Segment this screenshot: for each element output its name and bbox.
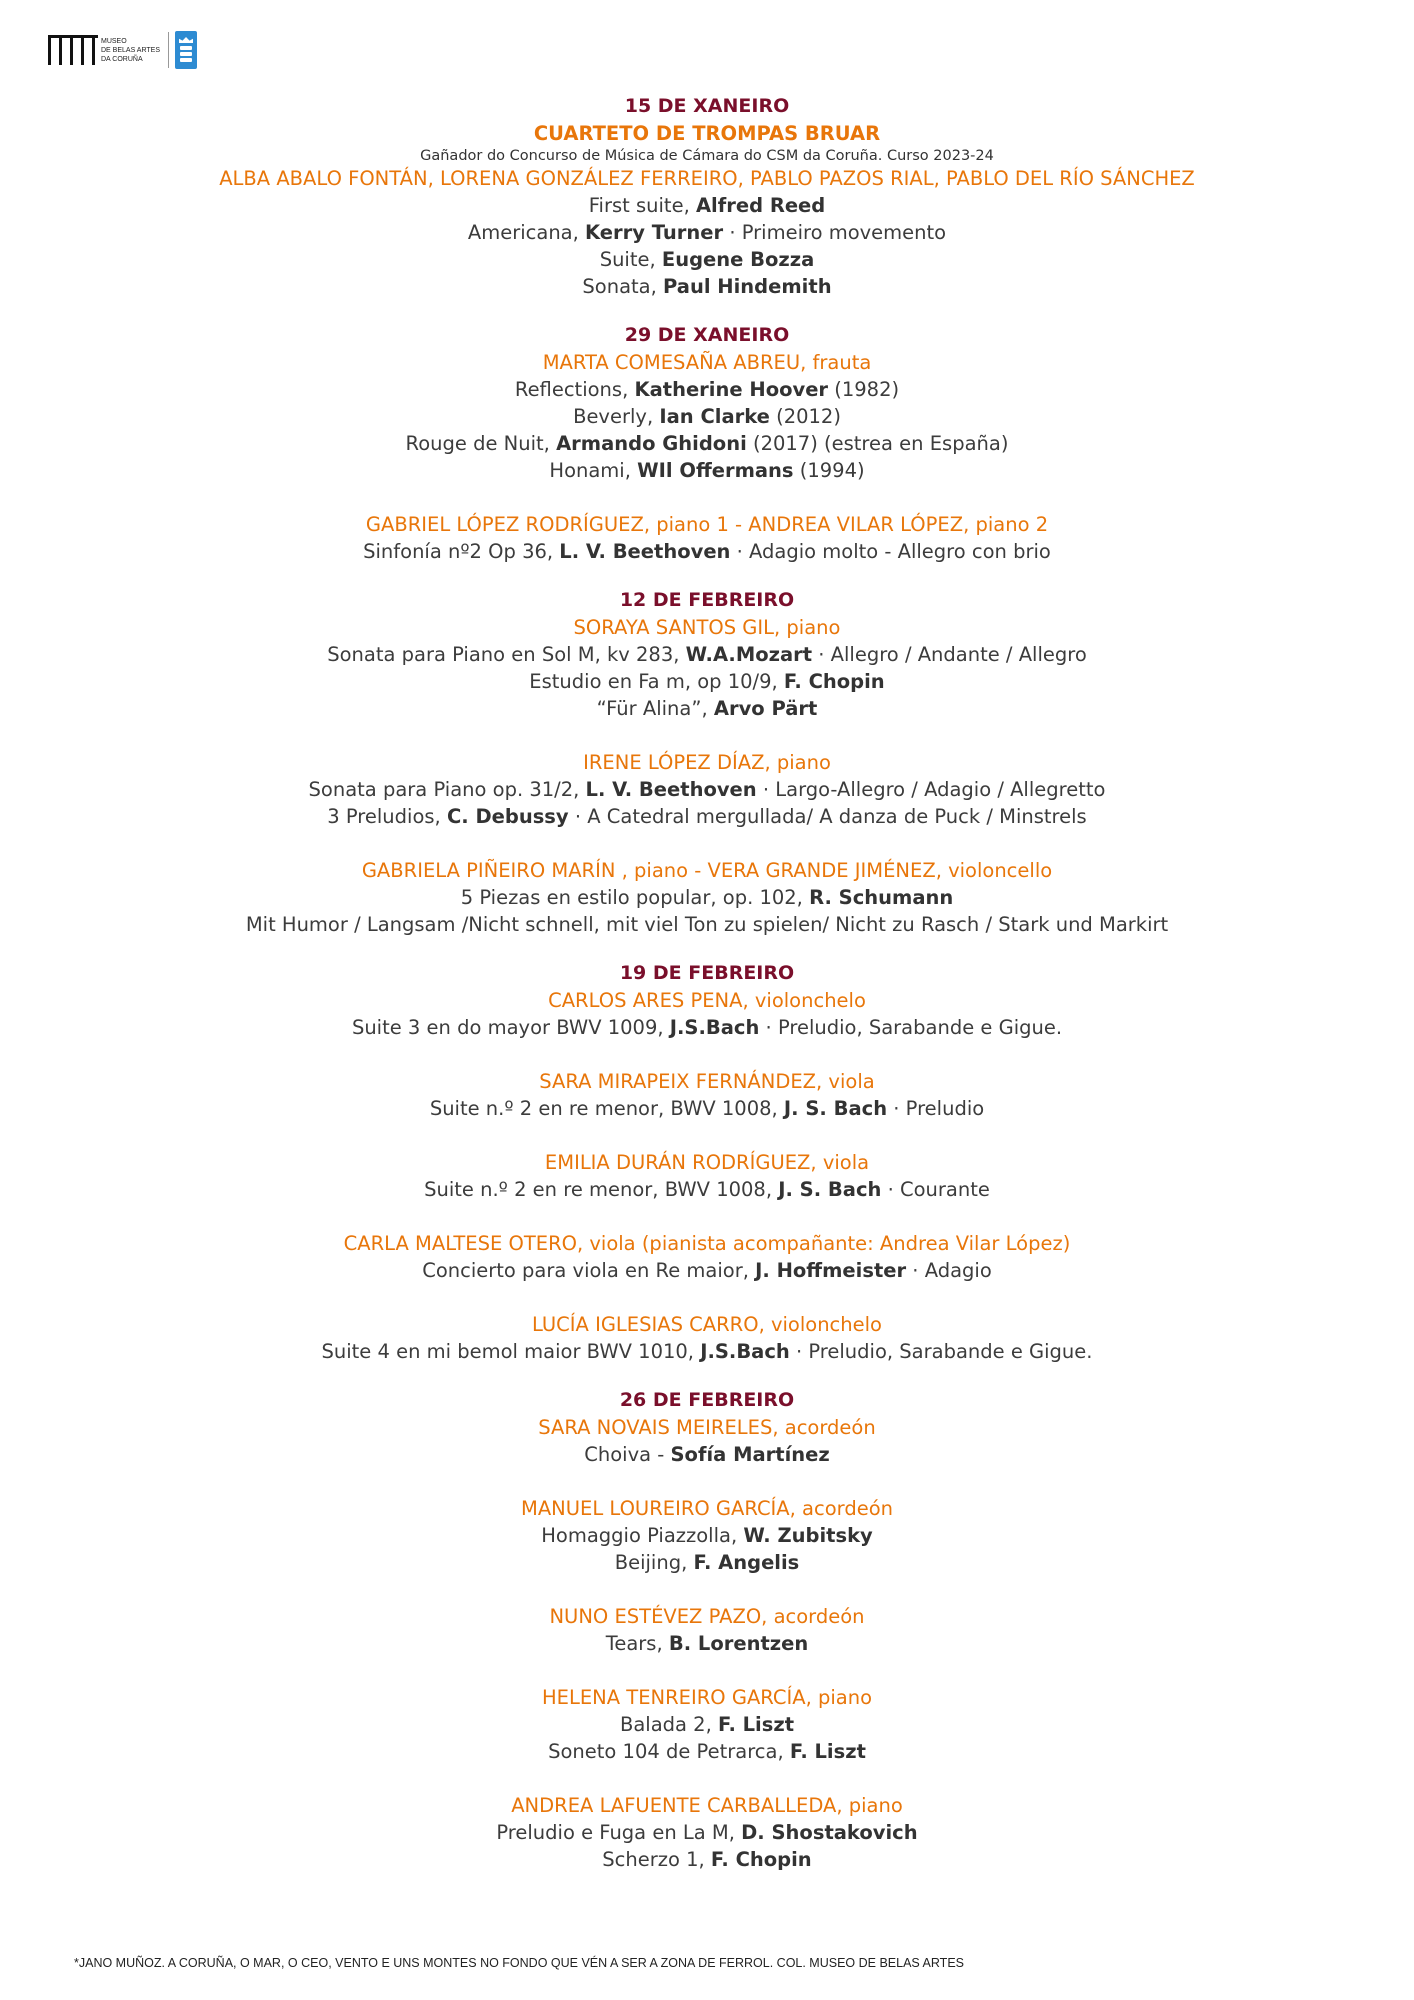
work-title: · Primeiro movemento: [723, 221, 947, 244]
work-line: [0, 1257, 1414, 1284]
composer: J. S. Bach: [783, 1097, 888, 1120]
galicia-shield-icon: [175, 31, 197, 69]
work-line: [0, 219, 1414, 246]
logo-text: [101, 37, 160, 64]
work-line: [0, 1522, 1414, 1549]
logo-line-3: DA CORUÑA: [101, 55, 143, 63]
concert-program: [0, 93, 1414, 1873]
work-title: (2012): [769, 405, 841, 428]
composer: F. Chopin: [783, 670, 885, 693]
work-title: (1982): [828, 378, 900, 401]
work-title: · Preludio, Sarabande e Gigue.: [789, 1340, 1093, 1363]
work-line: [0, 538, 1414, 565]
composer: F. Angelis: [693, 1551, 800, 1574]
work-line: [0, 192, 1414, 219]
composer: F. Chopin: [710, 1848, 812, 1871]
work-title: · Largo-Allegro / Adagio / Allegretto: [756, 778, 1106, 801]
work-title: Beverly,: [573, 405, 660, 428]
work-title: Estudio en Fa m, op 10/9,: [529, 670, 784, 693]
composer: L. V. Beethoven: [585, 778, 757, 801]
work-title: “Für Alina”,: [596, 697, 714, 720]
work-title: Americana,: [467, 221, 586, 244]
work-line: [0, 430, 1414, 457]
work-title: Suite 4 en mi bemol maior BWV 1010,: [321, 1340, 701, 1363]
work-title: Balada 2,: [619, 1713, 718, 1736]
work-title: · Adagio molto - Allegro con brio: [730, 540, 1051, 563]
composer: Kerry Turner: [585, 221, 724, 244]
work-title: · A Catedral mergullada/ A danza de Puck / Minstrels: [568, 805, 1087, 828]
performer-line: LUCÍA IGLESIAS CARRO, violonchelo: [532, 1313, 882, 1336]
composer: WIl Offermans: [637, 459, 794, 482]
composer: J. S. Bach: [778, 1178, 882, 1201]
work-line: [0, 457, 1414, 484]
museum-logo: [48, 30, 197, 70]
work-line: [0, 1441, 1414, 1468]
work-title: 3 Preludios,: [327, 805, 447, 828]
date-heading: 26 DE FEBREIRO: [619, 1389, 795, 1411]
work-line: [0, 884, 1414, 911]
work-title: Suite n.º 2 en re menor, BWV 1008,: [424, 1178, 779, 1201]
work-title: Mit Humor / Langsam /Nicht schnell, mit viel Ton zu spielen/ Nicht zu Rasch / Stark und Markirt: [245, 913, 1169, 936]
work-line: [0, 1819, 1414, 1846]
logo-divider: [168, 32, 169, 68]
work-line: [0, 1738, 1414, 1765]
date-heading: 19 DE FEBREIRO: [619, 962, 795, 984]
work-line: [0, 668, 1414, 695]
composer: Ian Clarke: [659, 405, 770, 428]
work-title: Suite 3 en do mayor BWV 1009,: [351, 1016, 670, 1039]
performer-line: GABRIELA PIÑEIRO MARÍN , piano - VERA GRANDE JIMÉNEZ, violoncello: [361, 859, 1053, 882]
composer: J.S.Bach: [700, 1340, 790, 1363]
composer: J.S.Bach: [669, 1016, 760, 1039]
award-note: Gañador do Concurso de Música de Cámara do CSM da Coruña. Curso 2023-24: [420, 148, 994, 164]
performer-line: ALBA ABALO FONTÁN, LORENA GONZÁLEZ FERREIRO, PABLO PAZOS RIAL, PABLO DEL RÍO SÁNCHEZ: [219, 167, 1195, 190]
work-line: [0, 1630, 1414, 1657]
work-title: · Adagio: [906, 1259, 992, 1282]
date-heading: 29 DE XANEIRO: [624, 324, 790, 346]
columns-icon: [48, 35, 95, 65]
work-line: [0, 911, 1414, 938]
date-heading: 12 DE FEBREIRO: [619, 589, 795, 611]
work-line: [0, 1176, 1414, 1203]
composer: Armando Ghidoni: [556, 432, 747, 455]
work-line: [0, 376, 1414, 403]
performer-line: HELENA TENREIRO GARCÍA, piano: [542, 1686, 872, 1709]
performer-line: CARLA MALTESE OTERO, viola (pianista acompañante: Andrea Vilar López): [343, 1232, 1071, 1255]
work-line: [0, 695, 1414, 722]
composer: J. Hoffmeister: [755, 1259, 907, 1282]
work-line: [0, 1338, 1414, 1365]
ensemble-name: CUARTETO DE TROMPAS BRUAR: [533, 122, 881, 145]
work-title: Suite,: [599, 248, 662, 271]
work-title: · Preludio: [887, 1097, 985, 1120]
work-line: [0, 403, 1414, 430]
work-title: Sonata para Piano en Sol M, kv 283,: [327, 643, 686, 666]
work-title: Sonata,: [582, 275, 664, 298]
logo-line-1: MUSEO: [101, 37, 127, 45]
performer-line: EMILIA DURÁN RODRÍGUEZ, viola: [544, 1151, 870, 1174]
composer: F. Liszt: [717, 1713, 795, 1736]
performer-line: ANDREA LAFUENTE CARBALLEDA, piano: [511, 1794, 903, 1817]
work-line: [0, 1711, 1414, 1738]
work-line: [0, 1014, 1414, 1041]
work-title: Sinfonía nº2 Op 36,: [363, 540, 560, 563]
work-title: Suite n.º 2 en re menor, BWV 1008,: [429, 1097, 784, 1120]
composer: Alfred Reed: [695, 194, 826, 217]
work-title: Scherzo 1,: [602, 1848, 711, 1871]
performer-line: IRENE LÓPEZ DÍAZ, piano: [583, 751, 831, 774]
work-line: [0, 246, 1414, 273]
performer-line: SARA NOVAIS MEIRELES, acordeón: [538, 1416, 876, 1439]
work-title: Honami,: [549, 459, 638, 482]
composer: Sofía Martínez: [670, 1443, 830, 1466]
logo-line-2: DE BELAS ARTES: [101, 46, 161, 54]
work-title: · Allegro / Andante / Allegro: [812, 643, 1087, 666]
composer: R. Schumann: [809, 886, 954, 909]
composer: C. Debussy: [446, 805, 569, 828]
composer: Katherine Hoover: [634, 378, 829, 401]
performer-line: GABRIEL LÓPEZ RODRÍGUEZ, piano 1 - ANDREA VILAR LÓPEZ, piano 2: [365, 513, 1049, 536]
performer-line: MANUEL LOUREIRO GARCÍA, acordeón: [521, 1497, 893, 1520]
work-line: [0, 776, 1414, 803]
work-line: [0, 1549, 1414, 1576]
performer-line: NUNO ESTÉVEZ PAZO, acordeón: [549, 1605, 865, 1628]
composer: W.A.Mozart: [685, 643, 813, 666]
work-title: Preludio e Fuga en La M,: [496, 1821, 742, 1844]
work-line: [0, 641, 1414, 668]
work-title: First suite,: [588, 194, 696, 217]
work-title: Soneto 104 de Petrarca,: [548, 1740, 790, 1763]
composer: W. Zubitsky: [743, 1524, 873, 1547]
work-line: [0, 803, 1414, 830]
work-line: [0, 1095, 1414, 1122]
work-title: Rouge de Nuit,: [405, 432, 557, 455]
performer-line: SARA MIRAPEIX FERNÁNDEZ, viola: [539, 1070, 875, 1093]
composer: Paul Hindemith: [663, 275, 832, 298]
work-title: (2017) (estrea en España): [746, 432, 1009, 455]
composer: B. Lorentzen: [668, 1632, 809, 1655]
composer: F. Liszt: [789, 1740, 866, 1763]
work-line: [0, 273, 1414, 300]
performer-line: CARLOS ARES PENA, violonchelo: [548, 989, 866, 1012]
composer: L. V. Beethoven: [559, 540, 731, 563]
work-title: 5 Piezas en estilo popular, op. 102,: [460, 886, 810, 909]
work-title: Sonata para Piano op. 31/2,: [308, 778, 586, 801]
work-title: Tears,: [605, 1632, 669, 1655]
work-line: [0, 1846, 1414, 1873]
date-heading: 15 DE XANEIRO: [624, 95, 790, 117]
work-title: · Courante: [881, 1178, 990, 1201]
composer: Eugene Bozza: [661, 248, 815, 271]
work-title: (1994): [793, 459, 865, 482]
composer: Arvo Pärt: [713, 697, 818, 720]
work-title: Homaggio Piazzolla,: [541, 1524, 744, 1547]
image-credit-footnote: *JANO MUÑOZ. A CORUÑA, O MAR, O CEO, VENTO E UNS MONTES NO FONDO QUE VÉN A SER A ZONA DE FERROL. COL. MUSEO DE BELAS ARTES: [74, 1956, 964, 1970]
work-title: · Preludio, Sarabande e Gigue.: [759, 1016, 1063, 1039]
work-title: Reflections,: [514, 378, 635, 401]
work-title: Beijing,: [614, 1551, 694, 1574]
performer-line: MARTA COMESAÑA ABREU, frauta: [542, 351, 872, 374]
work-title: Choiva -: [584, 1443, 671, 1466]
performer-line: SORAYA SANTOS GIL, piano: [573, 616, 841, 639]
composer: D. Shostakovich: [741, 1821, 918, 1844]
work-title: Concierto para viola en Re maior,: [422, 1259, 756, 1282]
